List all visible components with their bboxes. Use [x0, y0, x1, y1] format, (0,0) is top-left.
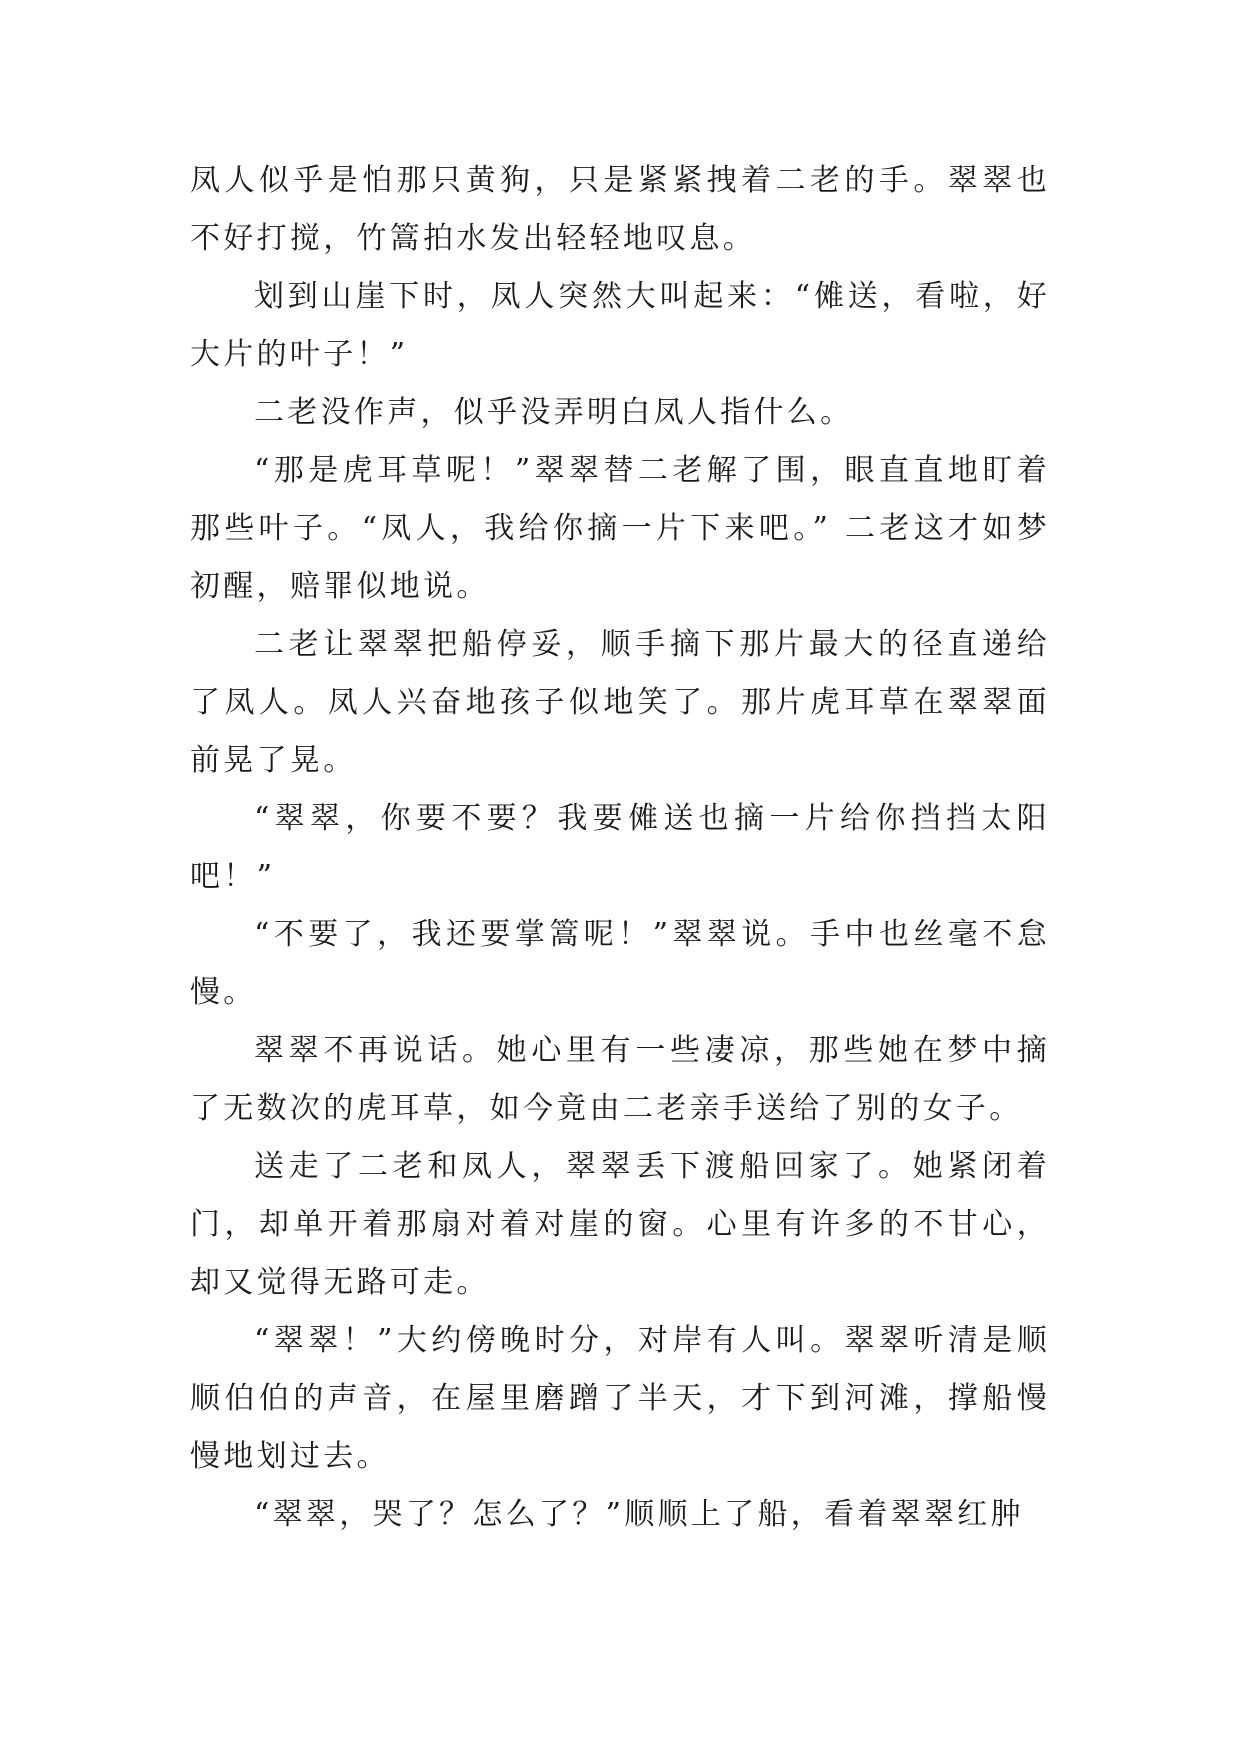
paragraph: “不要了，我还要掌篙呢！”翠翠说。手中也丝毫不怠慢。: [190, 917, 1050, 1010]
paragraph: “翠翠，你要不要？我要傩送也摘一片给你挡挡太阳吧！”: [190, 801, 1050, 894]
paragraph: 二老没作声，似乎没弄明白凤人指什么。: [254, 395, 854, 430]
paragraph: “那是虎耳草呢！”翠翠替二老解了围，眼直直地盯着那些叶子。“凤人，我给你摘一片下来吧。” 二老这才如梦初醒，赔罪似地说。: [190, 453, 1050, 604]
paragraph: 凤人似乎是怕那只黄狗，只是紧紧拽着二老的手。翠翠也不好打搅，竹篙拍水发出轻轻地叹息。: [190, 163, 1050, 256]
paragraph: “翠翠！”大约傍晚时分，对岸有人叫。翠翠听清是顺顺伯伯的声音，在屋里磨蹭了半天，才下到河滩，撑船慢慢地划过去。: [190, 1323, 1050, 1474]
paragraph: 翠翠不再说话。她心里有一些凄凉，那些她在梦中摘了无数次的虎耳草，如今竟由二老亲手送给了别的女子。: [190, 1033, 1050, 1126]
paragraph: 送走了二老和凤人，翠翠丢下渡船回家了。她紧闭着门，却单开着那扇对着对崖的窗。心里有许多的不甘心，却又觉得无路可走。: [190, 1149, 1050, 1300]
paragraph: 二老让翠翠把船停妥，顺手摘下那片最大的径直递给了凤人。凤人兴奋地孩子似地笑了。那片虎耳草在翠翠面前晃了晃。: [190, 627, 1050, 778]
paragraph: 划到山崖下时，凤人突然大叫起来：“傩送，看啦，好大片的叶子！”: [190, 279, 1050, 372]
story-text-body: [190, 152, 1050, 1544]
paragraph: “翠翠，哭了？怎么了？”顺顺上了船，看着翠翠红肿: [254, 1497, 1024, 1532]
